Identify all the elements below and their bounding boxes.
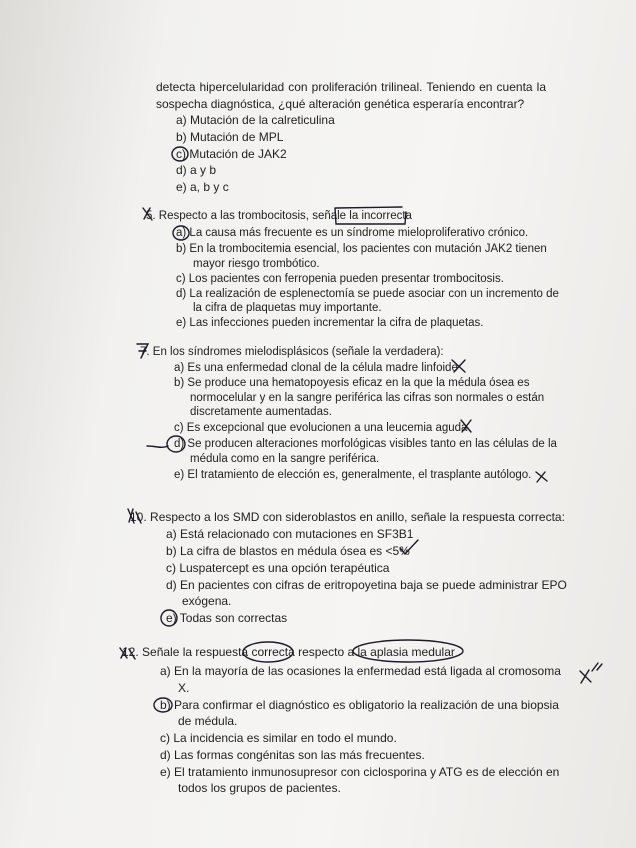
q2-stem [146,209,412,224]
q2-option-d: d) La realización de esplenectomía se puede asociar con un incremento de [176,288,559,300]
q1-option-b: b) Mutación de MPL [176,130,284,144]
q1-option-d: d) a y b [176,163,217,177]
q5-option-e: e) El tratamiento inmunosupresor con ciclosporina y ATG es de elección en [160,765,560,779]
q5-circled-word-2: aplasia medular [370,645,455,659]
q4-number: 10 [130,510,144,524]
q4-option-d-cont: exógena. [182,594,232,608]
q3-option-d-cont: médula como en la sangre periférica. [190,453,380,465]
q5-stem-text-1: . Señale la respuesta [135,645,252,659]
q2-option-b: b) En la trombocitemia esencial, los pacientes con mutación JAK2 tienen [176,243,547,255]
q2-option-d-cont: la cifra de plaquetas muy importante. [193,302,382,314]
q5-option-b-cont: de médula. [178,714,238,728]
q5-stem-text-2: respecto a la [294,645,371,659]
intro-line-2: sospecha diagnóstica, ¿qué alteración genética esperaría encontrar? [156,97,525,111]
q4-option-b: b) La cifra de blastos en médula ósea es <5% [166,544,410,558]
q4-option-d: d) En pacientes con cifras de eritropoyetina baja se puede administrar EPO [166,578,567,592]
q2-option-c: c) Los pacientes con ferropenia pueden presentar trombocitosis. [176,273,504,285]
intro-line-1: detecta hipercelularidad con proliferación trilineal. Teniendo en cuenta la [156,80,546,94]
q2-option-a: a) La causa más frecuente es un síndrome mieloproliferativo crónico. [176,227,529,239]
q4-stem-text: . Respecto a los SMD con sideroblastos en anillo, señale la respuesta correcta: [143,510,565,524]
q3-option-b: b) Se produce una hematopoyesis eficaz en la que la médula ósea es [174,377,530,389]
q3-option-e: e) El tratamiento de elección es, generalmente, el trasplante autólogo. [174,469,532,481]
q5-option-a-cont: X. [178,681,190,695]
q4-option-a: a) Está relacionado con mutaciones en SF3B1 [166,527,414,541]
q1-option-a: a) Mutación de la calreticulina [176,113,335,127]
q4-option-c: c) Luspatercept es una opción terapéutica [166,561,390,575]
q1-option-e: e) a, b y c [176,180,229,194]
q3-stem-text: . En los síndromes mielodisplásicos (señale la verdadera): [146,346,444,358]
q2-circled-word: incorrecta [361,210,412,222]
q5-option-a: a) En la mayoría de las ocasiones la enfermedad está ligada al cromosoma [160,664,561,678]
q5-option-d: d) Las formas congénitas son las más frecuentes. [160,748,425,762]
q5-stem [122,645,455,660]
q3-number: 7 [140,346,147,358]
q3-option-b-cont-1: normocelular y en la sangre periférica las cifras son normales o están [190,392,545,404]
q5-number: 12 [122,645,136,659]
q3-option-c: c) Es excepcional que evolucionen a una leucemia aguda [174,422,468,434]
q5-option-c: c) La incidencia es similar en todo el mundo. [160,731,397,745]
q4-option-e: e) Todas son correctas [166,611,288,625]
q5-option-e-cont: todos los grupos de pacientes. [178,781,341,795]
q5-option-b: b) Para confirmar el diagnóstico es obligatorio la realización de una biopsia [160,698,559,712]
q5-circled-word-1: correcta [251,645,295,659]
q3-stem [140,345,444,360]
q4-stem [130,510,565,525]
q2-option-b-cont: mayor riesgo trombótico. [193,258,320,270]
q2-number: 5 [146,210,153,222]
q2-stem-text: . Respecto a las trombocitosis, señale la [152,210,362,222]
q1-option-c: c) Mutación de JAK2 [176,147,287,161]
q3-option-b-cont-2: discretamente aumentadas. [190,406,332,418]
q3-option-a: a) Es una enfermedad clonal de la célula madre linfoide [174,362,458,374]
q3-option-d: d) Se producen alteraciones morfológicas visibles tanto en las células de la [174,438,557,450]
q2-option-e: e) Las infecciones pueden incrementar la cifra de plaquetas. [176,317,484,329]
